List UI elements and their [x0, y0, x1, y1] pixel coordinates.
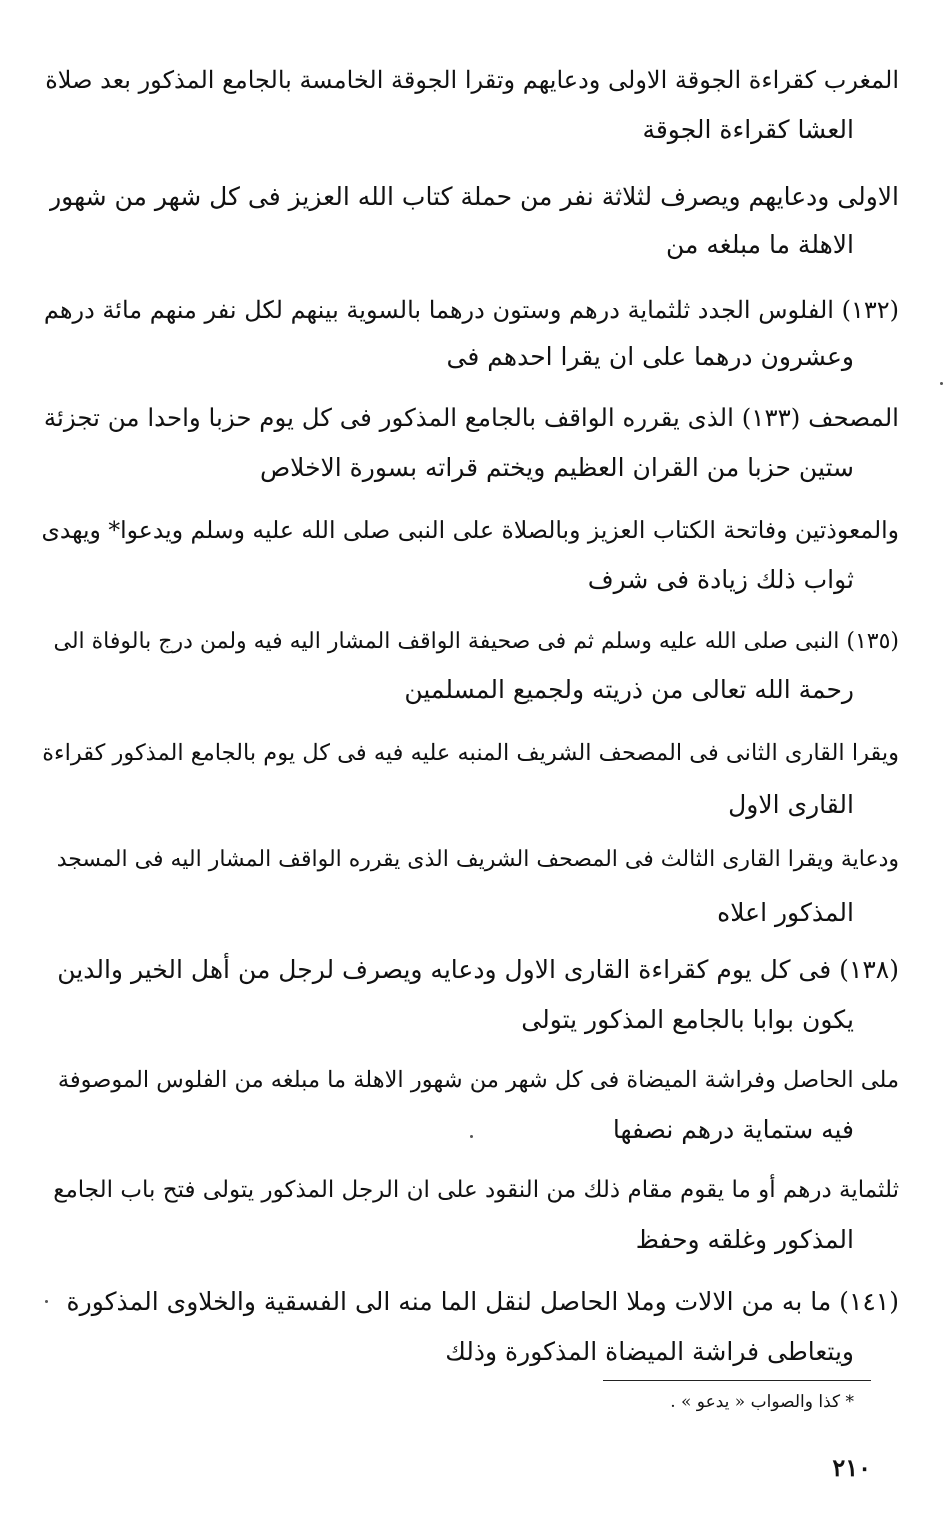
text-line: المذكور اعلاه [717, 898, 854, 927]
footnote: * كذا والصواب « يدعو » . [670, 1392, 854, 1412]
text-line: يكون بوابا بالجامع المذكور يتولى [521, 1005, 854, 1034]
text-line: القارى الاول [728, 790, 854, 819]
text-line: وعشرون درهما على ان يقرا احدهم فى [446, 342, 854, 371]
text-line: والمعوذتين وفاتحة الكتاب العزيز وبالصلاة على النبى صلى الله عليه وسلم ويدعوا* ويهدى [41, 516, 899, 544]
text-line: ثواب ذلك زيادة فى شرف [587, 565, 854, 594]
text-line: فيه ستماية درهم نصفها [612, 1115, 854, 1144]
text-line: (١٣٨) فى كل يوم كقراءة القارى الاول ودعايه ويصرف لرجل من أهل الخير والدين [57, 955, 899, 984]
text-line: (١٣٥) النبى صلى الله عليه وسلم ثم فى صحيفة الواقف المشار اليه فيه ولمن درج بالوفاة الى [53, 629, 899, 654]
scan-speck [470, 1135, 473, 1138]
text-line: رحمة الله تعالى من ذريته ولجميع المسلمين [404, 675, 854, 704]
text-line: ودعاية ويقرا القارى الثالث فى المصحف الشريف الذى يقرره الواقف المشار اليه فى المسجد [56, 847, 899, 872]
text-line: الاهلة ما مبلغه من [665, 230, 854, 259]
text-line: (١٤١) ما به من الالات وملا الحاصل لنقل الما منه الى الفسقية والخلاوى المذكورة [66, 1287, 899, 1316]
text-line: ملى الحاصل وفراشة الميضاة فى كل شهر من شهور الاهلة ما مبلغه من الفلوس الموصوفة [57, 1067, 899, 1093]
scan-speck [940, 382, 943, 385]
text-line: المذكور وغلقه وحفظ [635, 1225, 854, 1254]
page-number: ٢١٠ [832, 1453, 871, 1482]
scan-speck [45, 1300, 48, 1303]
text-line: المغرب كقراءة الجوقة الاولى ودعايهم وتقرا الجوقة الخامسة بالجامع المذكور بعد صلاة [45, 66, 899, 94]
text-line: المصحف (١٣٣) الذى يقرره الواقف بالجامع المذكور فى كل يوم حزبا واحدا من تجزئة [43, 403, 899, 432]
text-line: ويقرا القارى الثانى فى المصحف الشريف المنبه عليه فيه فى كل يوم بالجامع المذكور كقراءة [42, 740, 899, 766]
footnote-divider [603, 1380, 871, 1381]
text-line: الاولى ودعايهم ويصرف لثلاثة نفر من حملة كتاب الله العزيز فى كل شهر من شهور [49, 182, 899, 211]
text-line: ستين حزبا من القران العظيم ويختم قراته بسورة الاخلاص [259, 453, 854, 482]
text-line: ثلثماية درهم أو ما يقوم مقام ذلك من النقود على ان الرجل المذكور يتولى فتح باب الجامع [53, 1177, 899, 1203]
text-line: ويتعاطى فراشة الميضاة المذكورة وذلك [445, 1337, 854, 1366]
text-line: (١٣٢) الفلوس الجدد ثلثماية درهم وستون درهما بالسوية بينهم لكل نفر منهم مائة درهم [43, 296, 899, 324]
text-line: العشا كقراءة الجوقة [642, 115, 854, 144]
